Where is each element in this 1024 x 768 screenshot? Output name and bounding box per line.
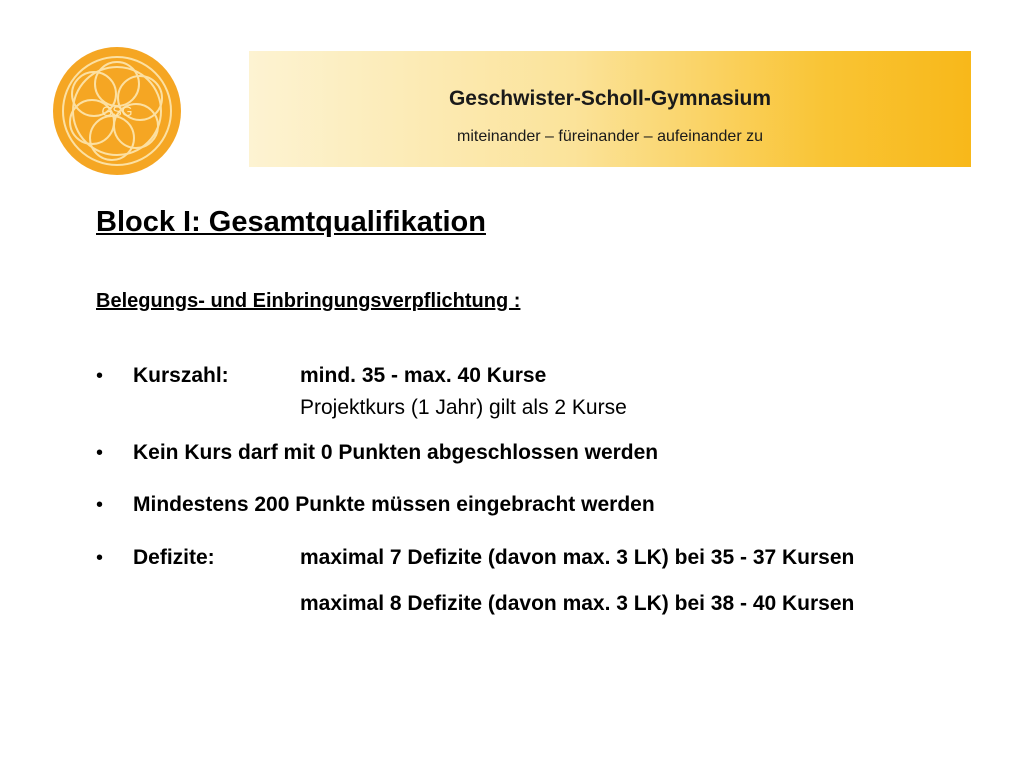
section-subtitle: Belegungs- und Einbringungsverpflichtung : bbox=[96, 290, 521, 312]
bullet-marker: • bbox=[96, 442, 104, 464]
defizite-line-2: maximal 8 Defizite (davon max. 3 LK) bei 38 - 40 Kursen bbox=[300, 592, 855, 615]
defizite-label: Defizite: bbox=[133, 546, 215, 569]
logo-text: GSG bbox=[101, 103, 133, 119]
bullet-marker: • bbox=[96, 365, 104, 387]
flower-emblem-icon bbox=[52, 46, 182, 176]
school-name: Geschwister-Scholl-Gymnasium bbox=[448, 87, 772, 110]
header-banner bbox=[249, 51, 971, 167]
bullet-marker: • bbox=[96, 547, 104, 569]
page-title: Block I: Gesamtqualifikation bbox=[96, 206, 486, 238]
kurszahl-label: Kurszahl: bbox=[133, 364, 229, 387]
bullet-marker: • bbox=[96, 494, 104, 516]
school-logo bbox=[52, 46, 182, 176]
rule-no-zero-points: Kein Kurs darf mit 0 Punkten abgeschlossen werden bbox=[133, 441, 659, 464]
rule-min-points: Mindestens 200 Punkte müssen eingebracht werden bbox=[133, 493, 655, 516]
kurszahl-note: Projektkurs (1 Jahr) gilt als 2 Kurse bbox=[300, 396, 627, 419]
kurszahl-value: mind. 35 - max. 40 Kurse bbox=[300, 364, 547, 387]
defizite-line-1: maximal 7 Defizite (davon max. 3 LK) bei 35 - 37 Kursen bbox=[300, 546, 855, 569]
school-motto: miteinander – füreinander – aufeinander zu bbox=[457, 128, 763, 145]
